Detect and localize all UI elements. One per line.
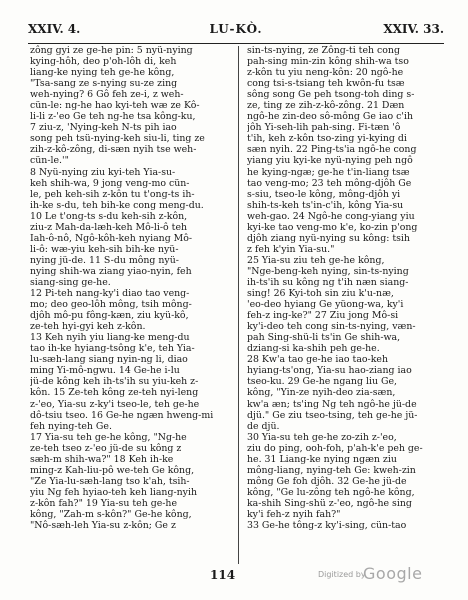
text-line: kông, "Yin-ze nyih-deo zia-sæn, xyxy=(247,387,396,399)
text-line: siang-sing ge-he. xyxy=(30,276,111,288)
text-line: lu-sæh-lang siang nyin-ng li, diao xyxy=(30,354,188,366)
text-line: nying jü-de. 11 S-du mông nyü- xyxy=(30,254,179,266)
text-line: tao ih-ke hyiang-tsông k'e, teh Yia- xyxy=(30,343,195,355)
text-line: kông, "Ge lu-zông teh ngô-he kông, xyxy=(247,486,415,498)
text-line: ih-ts'ih su kông ng t'ih næn siang- xyxy=(247,276,409,288)
text-line: "Nô-sæh-leh Yia-su z-kôn; Ge z xyxy=(30,520,176,532)
text-line: 25 Yia-su ziu teh ge-he kông, xyxy=(247,254,385,266)
header-rule xyxy=(28,43,444,44)
text-line: liang-ke nying teh ge-he kông, xyxy=(30,67,175,79)
text-line: 13 Keh nyih yiu liang-ke meng-du xyxy=(30,332,190,344)
text-line: cong tsi-s-tsiang teh kwôn-fu tsæ xyxy=(247,78,405,90)
google-watermark: Google xyxy=(363,564,423,583)
text-line: sing! 26 Kyi-toh sin ziu k'u-næ, xyxy=(247,288,394,300)
text-line: ka-shih Sing-shü z-'eo, ngô-he sing xyxy=(247,497,412,509)
text-line: sæh-m shih-wa?" 18 Keh ih-ke xyxy=(30,453,174,465)
text-line: jü-de kông keh ih-ts'ih su yiu-keh z- xyxy=(30,376,199,388)
text-line: yiang yiu kyi-ke nyü-nying peh ngô xyxy=(247,155,413,167)
text-line: cün-le: ng-he hao kyi-teh wæ ze Kô- xyxy=(30,100,200,112)
text-line: ky'i feh-z nyih fah?" xyxy=(247,508,341,520)
text-line: yiu Ng feh hyiao-teh keh liang-nyih xyxy=(30,486,198,498)
text-line: sæn nyih. 22 Ping-ts'ia ngô-he cong xyxy=(247,144,417,156)
text-line: 17 Yia-su teh ge-he kông, "Ng-he xyxy=(30,431,187,443)
text-line: dô-tsiu tseo. 16 Ge-he ngæn hweng-mi xyxy=(30,409,214,421)
text-line: kw'a æn; ts'ing Ng teh ngô-he jü-de xyxy=(247,398,417,410)
text-line: li-ô: wæ-yiu keh-sih bih-ke nyü- xyxy=(30,243,179,255)
text-line: kyi-ke tao veng-mo k'e, ko-zin p'ong xyxy=(247,221,418,233)
text-line: sin-ts-nying, ze Zông-ti teh cong xyxy=(247,45,400,56)
text-line: li-li z-'eo Ge teh ng-he tsa kông-ku, xyxy=(30,111,196,123)
text-line: zih-z-kô-zông, di-sæn nyih tse weh- xyxy=(30,144,197,156)
text-line: Iah-ô-nô, Ngô-kôh-keh nyiang Mô- xyxy=(30,232,193,244)
text-line: shih-ts-keh ts'in-c'ih, kông Yia-su xyxy=(247,199,404,211)
text-line: mông Ge foh djôh. 32 Ge-he jü-de xyxy=(247,475,407,487)
text-line: feh-z ing-ke?" 27 Ziu jong Mô-si xyxy=(247,310,399,322)
running-header xyxy=(28,22,444,40)
text-line: ming Yi-mô-ngwu. 14 Ge-he i-lu xyxy=(30,365,180,377)
text-line: dziang-si ka-shih peh ge-he. xyxy=(247,343,380,355)
text-line: 10 Le t'ong-ts s-du keh-sih z-kôn, xyxy=(30,210,188,222)
text-line: feh nying-teh Ge. xyxy=(30,420,112,432)
text-line: z-kôn fah?" 19 Yia-su teh ge-he xyxy=(30,497,178,509)
text-line: djôh mô-pu fông-kæn, ziu kyü-kô, xyxy=(30,310,189,322)
text-line: hyiang-ts'ong, Yia-su hao-ziang iao xyxy=(247,365,412,377)
text-line: z-kôn tu yiu neng-kôn: 20 ngô-he xyxy=(247,67,404,79)
digitized-by-label: Digitized by xyxy=(318,570,366,579)
text-line: kôn. 15 Ze-teh kông ze-teh nyi-leng xyxy=(30,387,199,399)
header-left-ref: XXIV. 4. xyxy=(28,22,81,36)
text-line: he kying-ngæ; ge-he t'in-liang tsæ xyxy=(247,166,410,178)
page-footer xyxy=(0,564,468,588)
text-line: ziu do ping, ooh-foh, p'ah-k'e peh ge- xyxy=(247,442,423,454)
text-line: pah Sing-shü-li ts'in Ge shih-wa, xyxy=(247,332,401,344)
text-line: pah-sing min-zin kông shih-wa tso xyxy=(247,56,409,68)
text-line: zông gyi ze ge-he pin: 5 nyü-nying xyxy=(30,45,193,56)
text-line: kông, "Zah-m s-kôn?" Ge-he kông, xyxy=(30,508,192,520)
header-title: LU-KÒ. xyxy=(209,22,263,36)
text-line: djü." Ge ziu tseo-tsing, teh ge-he jü- xyxy=(247,409,418,421)
text-line: tao veng-mo; 23 teh mông-djôh Ge xyxy=(247,177,412,189)
text-line: ze, ting ze zih-z-kô-zông. 21 Dæn xyxy=(247,100,405,112)
text-line: song peh tsü-nying-keh siu-li, ting ze xyxy=(30,133,205,145)
right-text-column xyxy=(247,45,444,565)
text-line: t'ih, keh z-kôn tso-zing yi-kying di xyxy=(247,133,407,145)
text-line: cün-le.'" xyxy=(30,155,69,167)
text-line: ze-teh hyi-gyi keh z-kôn. xyxy=(30,321,146,333)
text-line: de djü. xyxy=(247,420,280,432)
text-line: nying shih-wa ziang yiao-nyin, feh xyxy=(30,265,192,277)
text-line: "Nge-beng-keh nying, sin-ts-nying xyxy=(247,265,409,277)
text-line: kying-hôh, deo p'oh-lôh di, keh xyxy=(30,56,177,68)
text-line: jôh Yi-seh-lih pah-sing. Fi-tæn 'ô xyxy=(247,122,401,134)
text-line: "Ze Yia-lu-sæh-lang tso k'ah, tsih- xyxy=(30,475,190,487)
text-line: ziu-z Mah-da-læh-keh Mô-li-ô teh xyxy=(30,221,188,233)
text-line: 7 ziu-z, 'Nying-keh N-ts pih iao xyxy=(30,122,177,134)
text-line: 12 Pi-teh nang-ky'i diao tao veng- xyxy=(30,288,190,300)
text-line: sông song Ge peh tsong-toh ding s- xyxy=(247,89,415,101)
text-line: mông-liang, nying-teh Ge: kweh-zin xyxy=(247,464,416,476)
text-line: he. 31 Liang-ke nying ngæn ziu xyxy=(247,453,397,465)
text-line: ih-ke s-du, teh bih-ke cong meng-du. xyxy=(30,199,204,211)
page-number: 114 xyxy=(210,568,236,582)
text-line: 33 Ge-he tông-z ky'i-sing, cün-tao xyxy=(247,520,407,532)
header-right-ref: XXIV. 33. xyxy=(383,22,444,36)
text-line: weh-gao. 24 Ngô-he cong-yiang yiu xyxy=(247,210,415,222)
text-line: ngô-he zin-deo sô-mông Ge iao c'ih xyxy=(247,111,414,123)
text-line: mo; deo geo-lôh mông, tsih mông- xyxy=(30,299,192,311)
text-line: weh-nying? 6 Gô feh ze-i, z weh- xyxy=(30,89,184,101)
column-divider xyxy=(238,46,239,564)
text-line: ming-z Kah-liu-pô we-teh Ge kông, xyxy=(30,464,195,476)
text-line: ze-teh tseo z-'eo jü-de su kông z xyxy=(30,442,182,454)
text-line: 28 Kw'a tao ge-he iao tao-keh xyxy=(247,354,388,366)
text-line: 30 Yia-su teh ge-he zo-zih z-'eo, xyxy=(247,431,397,443)
text-line: z feh k'yin Yia-su." xyxy=(247,243,335,255)
text-line: tseo-ku. 29 Ge-he ngang liu Ge, xyxy=(247,376,397,388)
text-line: keh shih-wa, 9 jong veng-mo cün- xyxy=(30,177,190,189)
text-line: djôh ziang nyü-nying su kông: tsih xyxy=(247,232,410,244)
text-line: s-siu, tseo-le kông, mông-djôh yi xyxy=(247,188,401,200)
left-text-column xyxy=(30,45,227,565)
text-line: z-'eo, Yia-su z-ky'i tseo-le, teh ge-he xyxy=(30,398,200,410)
text-line: "Tsa-sang ze s-nying su-ze zing xyxy=(30,78,178,90)
text-line: ky'i-deo teh cong sin-ts-nying, væn- xyxy=(247,321,416,333)
text-line: 'eo-deo hyiang Ge yüong-wa, ky'i xyxy=(247,299,404,311)
text-line: le, peh keh-sih z-kôn tu t'ong-ts ih- xyxy=(30,188,195,200)
text-line: 8 Nyü-nying ziu kyi-teh Yia-su- xyxy=(30,166,176,178)
